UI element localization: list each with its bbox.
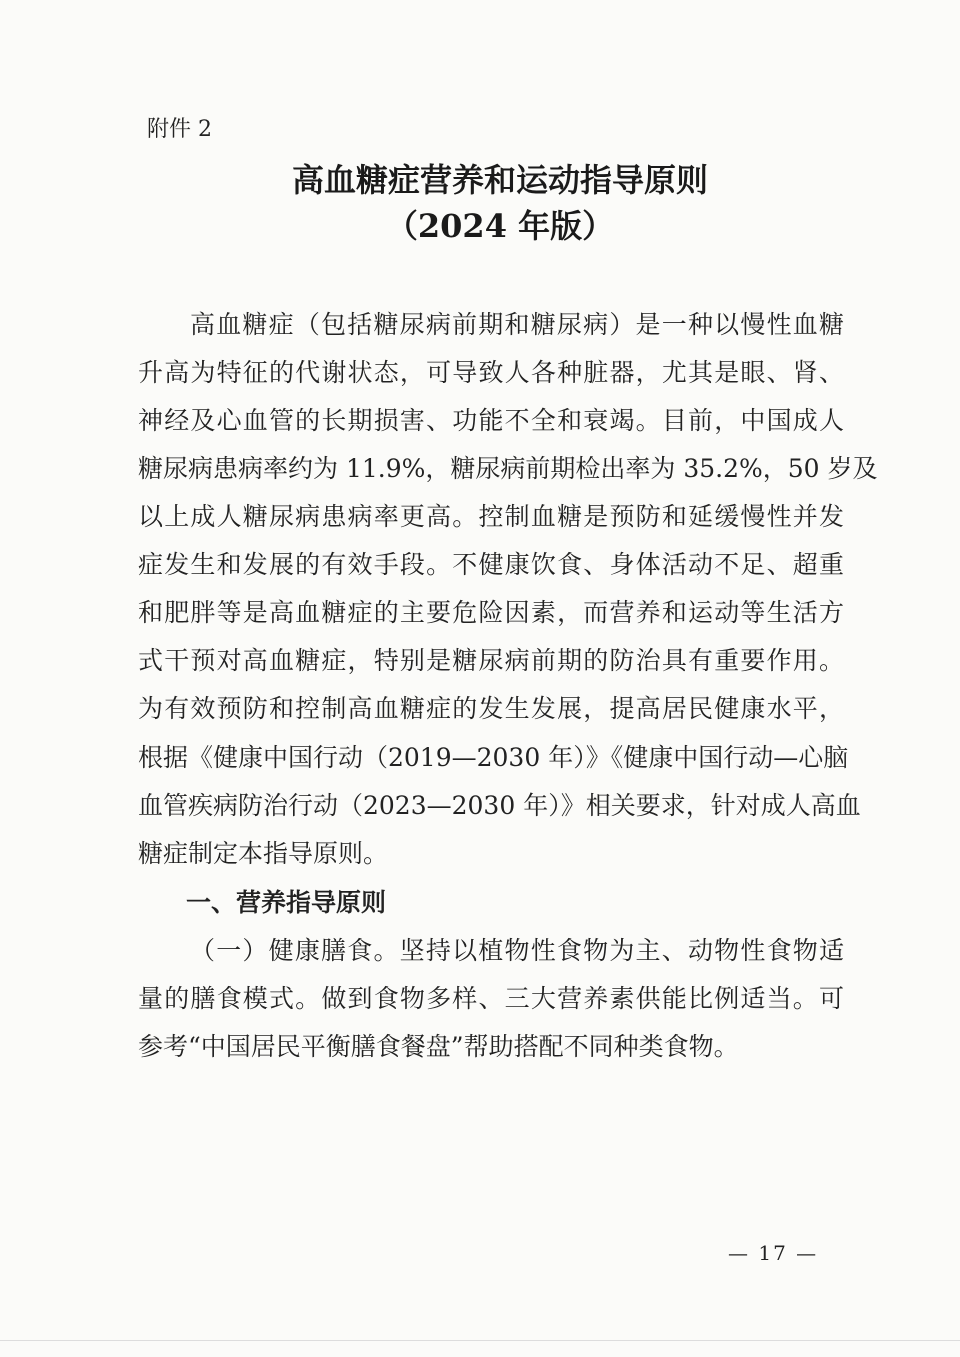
section-heading-nutrition: 一、营养指导原则	[186, 888, 387, 917]
page-number: — 17 —	[728, 1241, 819, 1265]
document-subtitle: （2024 年版）	[385, 207, 615, 245]
document-title: 高血糖症营养和运动指导原则	[291, 161, 708, 199]
text-line: 以上成人糖尿病患病率更高。控制血糖是预防和延缓慢性并发	[138, 502, 844, 531]
text-line: 血管疾病防治行动（2023—2030 年）》相关要求，针对成人高血	[138, 791, 861, 820]
scan-edge-divider	[0, 1340, 960, 1341]
text-line: 糖症制定本指导原则。	[138, 839, 389, 868]
text-line: 糖尿病患病率约为 11.9%，糖尿病前期检出率为 35.2%，50 岁及	[138, 454, 878, 483]
text-line: 量的膳食模式。做到食物多样、三大营养素供能比例适当。可	[138, 984, 844, 1013]
text-line: 为有效预防和控制高血糖症的发生发展，提高居民健康水平，	[138, 694, 844, 723]
text-line: 神经及心血管的长期损害、功能不全和衰竭。目前，中国成人	[138, 406, 844, 435]
attachment-label: 附件 2	[147, 117, 212, 142]
text-line: （一）健康膳食。坚持以植物性食物为主、动物性食物适	[190, 936, 844, 965]
text-line: 式干预对高血糖症，特别是糖尿病前期的防治具有重要作用。	[138, 646, 844, 675]
text-line: 和肥胖等是高血糖症的主要危险因素，而营养和运动等生活方	[138, 598, 844, 627]
text-line: 升高为特征的代谢状态，可导致人各种脏器，尤其是眼、肾、	[138, 358, 844, 387]
text-line: 根据《健康中国行动（2019—2030 年）》《健康中国行动—心脑	[138, 743, 849, 772]
text-line: 症发生和发展的有效手段。不健康饮食、身体活动不足、超重	[138, 550, 844, 579]
text-line: 高血糖症（包括糖尿病前期和糖尿病）是一种以慢性血糖	[190, 310, 844, 339]
text-line: 参考“中国居民平衡膳食餐盘”帮助搭配不同种类食物。	[138, 1032, 739, 1061]
